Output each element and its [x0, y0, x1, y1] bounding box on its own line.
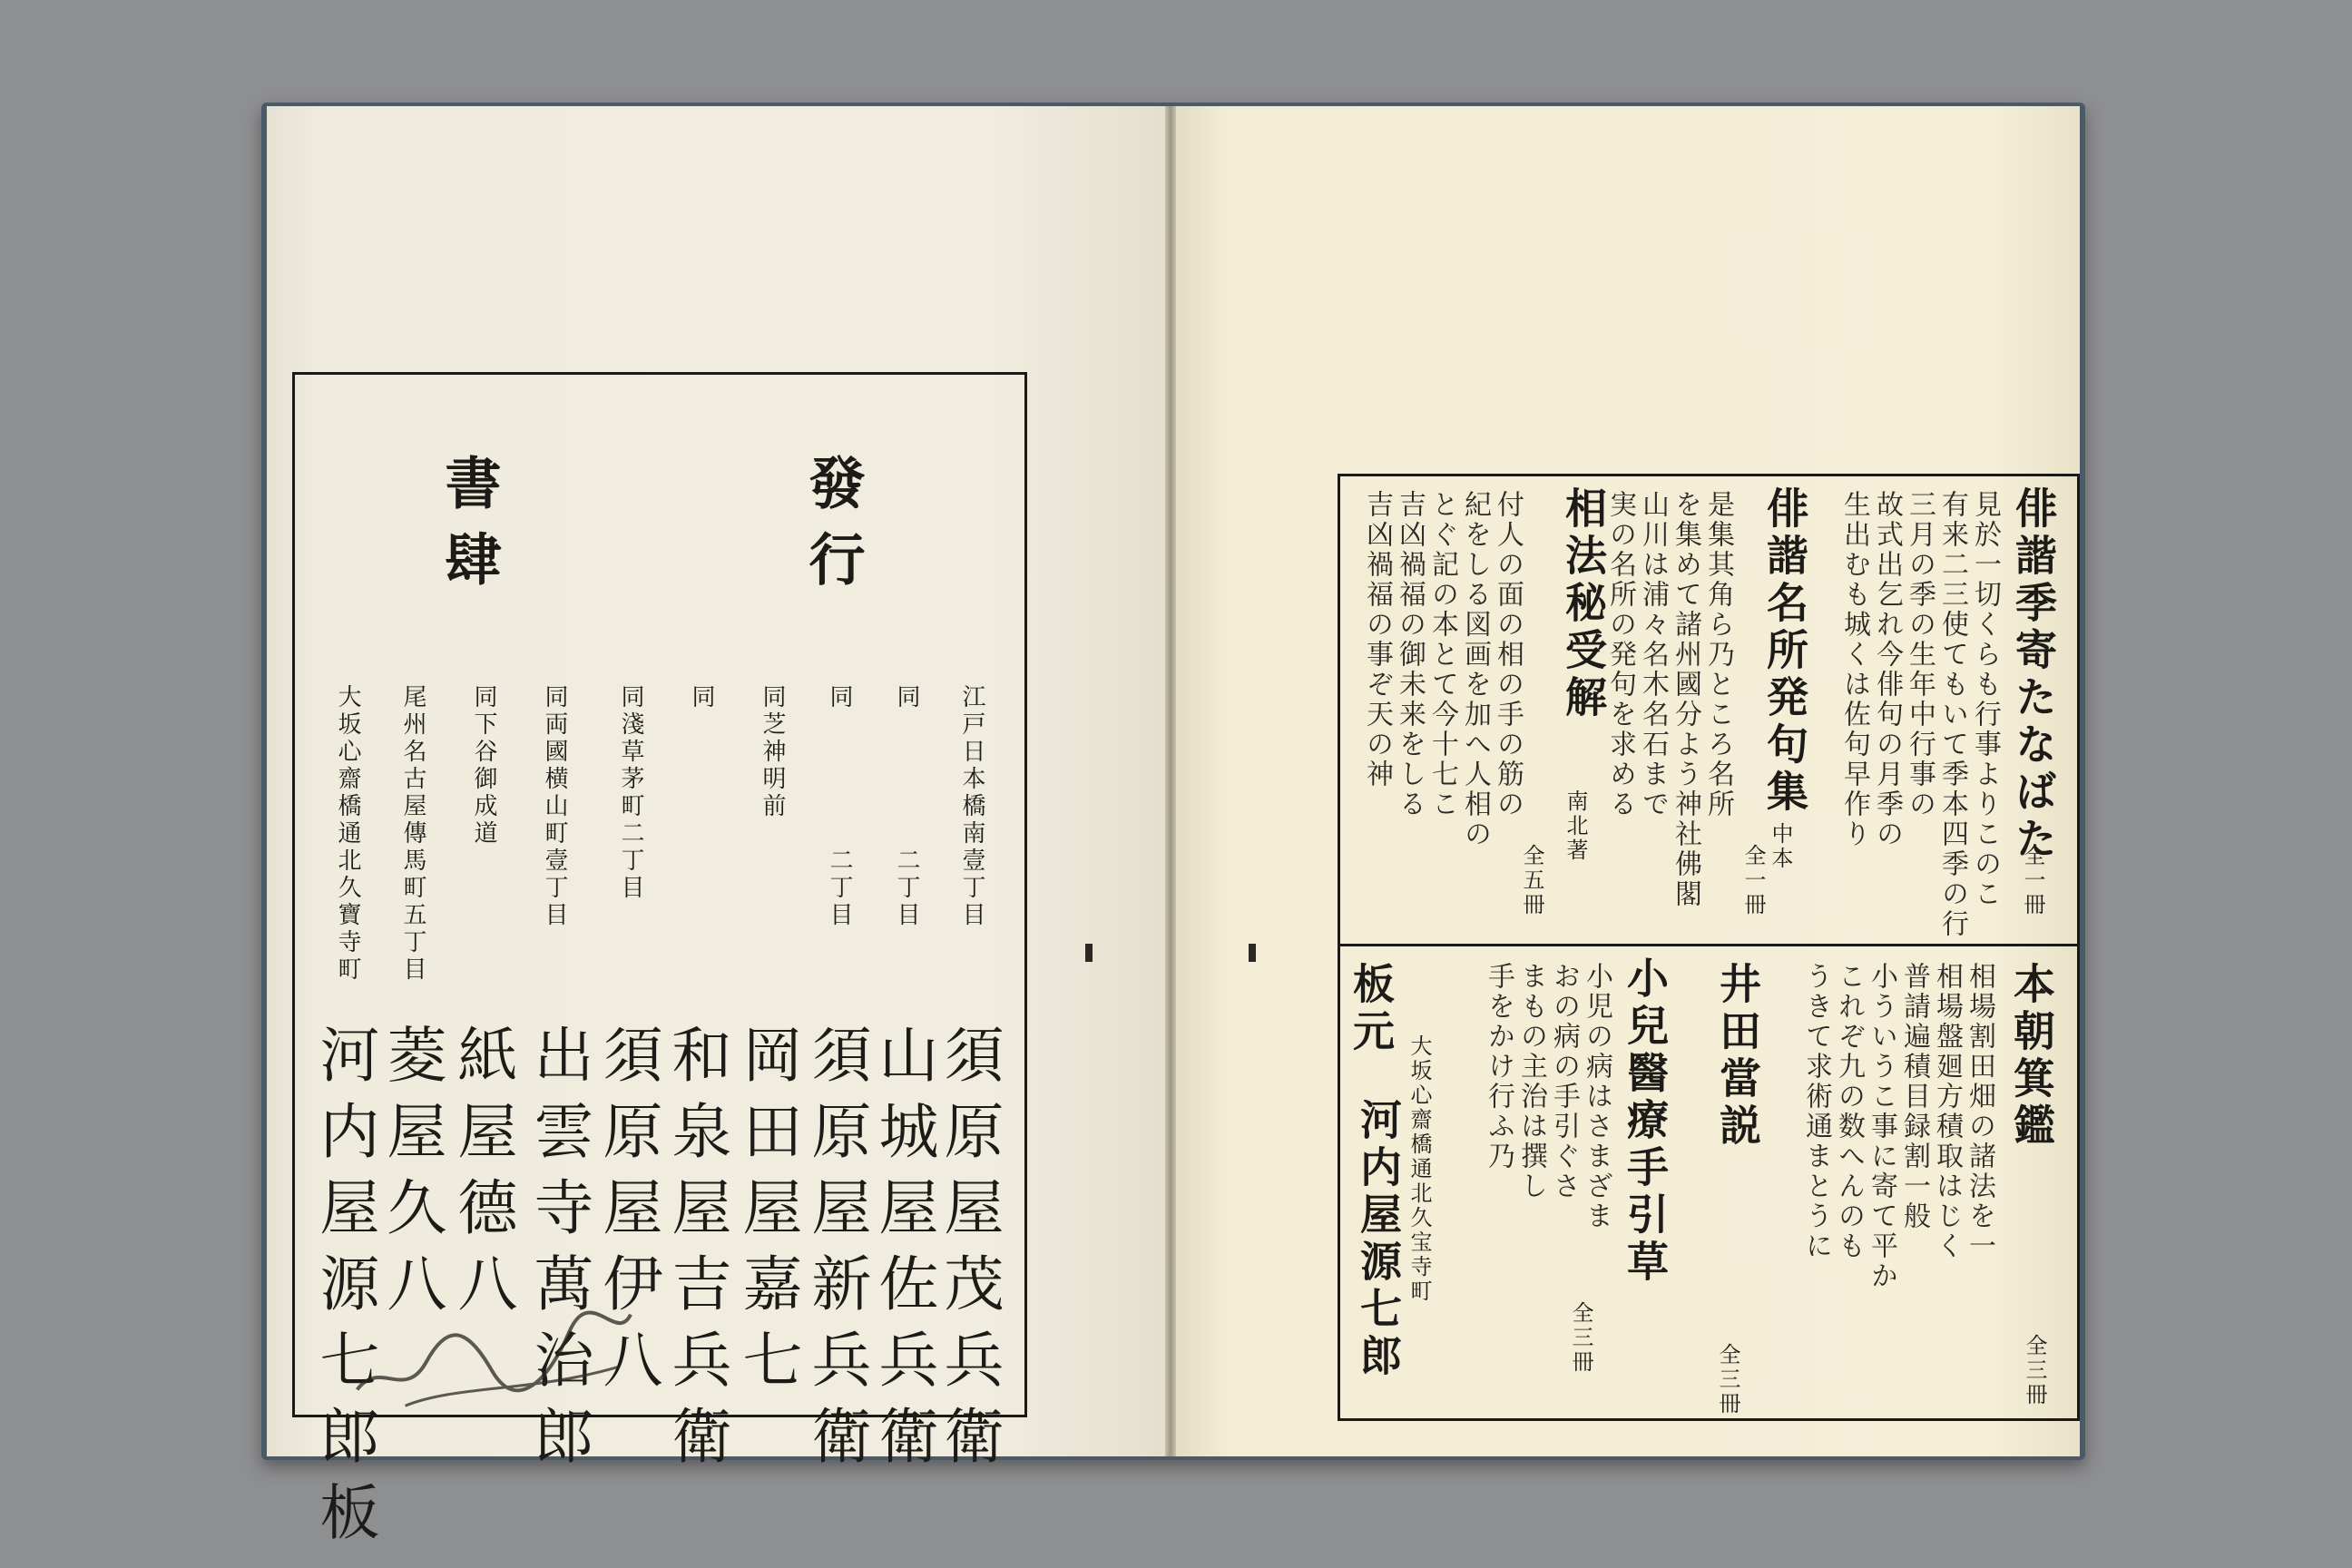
ad-title-5: 井田當説	[1713, 962, 1762, 1151]
shop-4: 岡田屋嘉七	[732, 1024, 802, 1405]
ad-volumes-2: 全一冊	[1740, 844, 1766, 917]
book-gutter	[1165, 106, 1176, 1456]
address-6: 同淺草茅町二丁目	[617, 684, 644, 902]
address-7: 同両國横山町壹丁目	[541, 684, 568, 929]
shop-3: 須原屋新兵衛	[801, 1024, 871, 1481]
ad-title-3: 相法秘受解	[1559, 486, 1608, 722]
address-2: 同 二丁目	[893, 684, 920, 929]
ad-title-1: 俳諧季寄たなばた	[2009, 486, 2058, 864]
shop-9: 菱屋久八	[377, 1024, 446, 1328]
shop-1: 須原屋茂兵衛	[934, 1024, 1004, 1481]
ad-volumes-4: 全三冊	[2022, 1334, 2047, 1407]
ad-volumes-6: 全三冊	[1568, 1301, 1593, 1375]
ad-volumes-3: 全五冊	[1519, 844, 1544, 917]
label-shoshi: 書肆	[436, 454, 502, 606]
page-mark-left	[1085, 944, 1093, 962]
ad-size-2: 中本	[1768, 822, 1793, 871]
address-5: 同	[688, 684, 715, 711]
shop-2: 山城屋佐兵衛	[868, 1024, 938, 1481]
address-9: 尾州名古屋傳馬町五丁目	[399, 684, 426, 984]
shop-6: 須原屋伊八	[593, 1024, 662, 1405]
ad-author-3: 南北著	[1563, 789, 1588, 863]
shop-10: 河内屋源七郎板	[309, 1024, 379, 1557]
shop-5: 和泉屋吉兵衛	[662, 1024, 731, 1481]
ad-title-4: 本朝箕鑑	[2007, 962, 2056, 1151]
address-4: 同芝神明前	[759, 684, 786, 820]
publisher-name: 河内屋源七郎	[1354, 1098, 1403, 1381]
shop-7: 出雲寺萬治郎	[524, 1024, 593, 1481]
publisher-label: 板元	[1347, 962, 1396, 1056]
address-10: 大坂心齋橋通北久寶寺町	[334, 684, 361, 984]
advertisement-divider	[1338, 944, 2080, 946]
address-8: 同下谷御成道	[470, 684, 497, 848]
shop-8: 紙屋德八	[447, 1024, 517, 1328]
address-1: 江戸日本橋南壹丁目	[958, 684, 985, 929]
ad-title-2: 俳諧名所発句集	[1760, 486, 1809, 817]
address-3: 同 二丁目	[826, 684, 853, 929]
ad-volumes-5: 全三冊	[1715, 1343, 1740, 1416]
publisher-address: 大坂心齋橋通北久宝寺町	[1406, 1034, 1432, 1304]
ad-title-6: 小兒醫療手引草	[1621, 956, 1670, 1287]
label-hakko: 發行	[799, 454, 866, 606]
page-mark-right	[1249, 944, 1256, 962]
ad-volumes-1: 全一冊	[2020, 844, 2045, 917]
